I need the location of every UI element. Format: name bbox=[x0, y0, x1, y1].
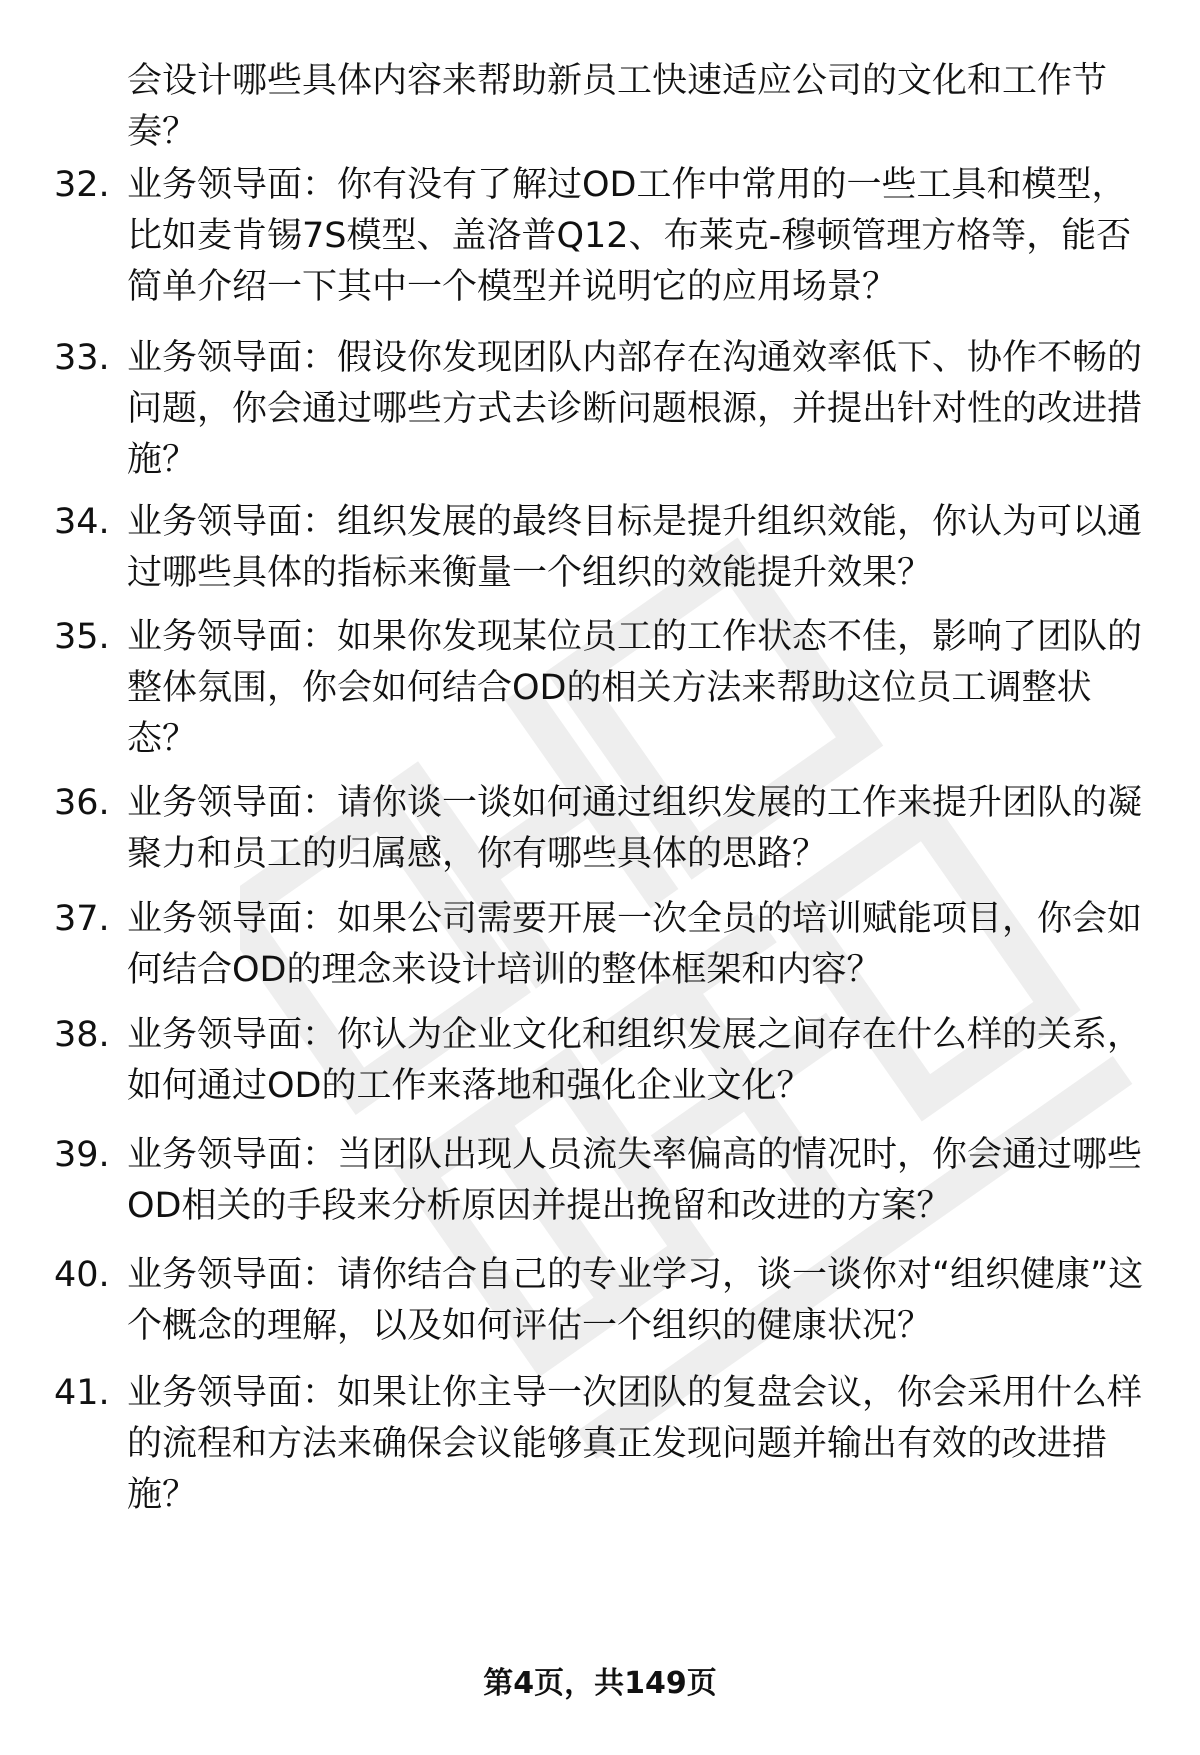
question-number: 37. bbox=[54, 899, 110, 939]
page-footer: 第4页，共149页 bbox=[483, 1666, 717, 1701]
question-number: 34. bbox=[54, 502, 110, 542]
question-number: 32. bbox=[54, 165, 110, 205]
question-number: 40. bbox=[54, 1255, 110, 1295]
question-text: 业务领导面：你认为企业文化和组织发展之间存在什么样的关系，如何通过OD的工作来落地和强化企业文化？ bbox=[127, 1015, 1143, 1106]
continuation-text: 会设计哪些具体内容来帮助新员工快速适应公司的文化和工作节奏？ bbox=[127, 61, 1108, 152]
question-text: 业务领导面：组织发展的最终目标是提升组织效能，你认为可以通过哪些具体的指标来衡量一个组织的效能提升效果？ bbox=[127, 502, 1143, 593]
question-number: 35. bbox=[54, 617, 110, 657]
question-number: 39. bbox=[54, 1135, 110, 1175]
question-number: 38. bbox=[54, 1015, 110, 1055]
question-text: 业务领导面：如果让你主导一次团队的复盘会议，你会采用什么样的流程和方法来确保会议能够真正发现问题并输出有效的改进措施？ bbox=[127, 1373, 1143, 1515]
question-text: 业务领导面：当团队出现人员流失率偏高的情况时，你会通过哪些OD相关的手段来分析原因并提出挽留和改进的方案？ bbox=[127, 1135, 1143, 1226]
question-number: 33. bbox=[54, 338, 110, 378]
question-text: 业务领导面：你有没有了解过OD工作中常用的一些工具和模型，比如麦肯锡7S模型、盖洛普Q12、布莱克-穆顿管理方格等，能否简单介绍一下其中一个模型并说明它的应用场景？ bbox=[127, 165, 1132, 307]
question-text: 业务领导面：如果公司需要开展一次全员的培训赋能项目，你会如何结合OD的理念来设计培训的整体框架和内容？ bbox=[127, 899, 1143, 990]
question-text: 业务领导面：请你谈一谈如何通过组织发展的工作来提升团队的凝聚力和员工的归属感，你有哪些具体的思路？ bbox=[127, 783, 1143, 874]
question-number: 36. bbox=[54, 783, 110, 823]
question-text: 业务领导面：假设你发现团队内部存在沟通效率低下、协作不畅的问题，你会通过哪些方式去诊断问题根源，并提出针对性的改进措施？ bbox=[127, 338, 1143, 480]
question-number: 41. bbox=[54, 1373, 110, 1413]
question-text: 业务领导面：如果你发现某位员工的工作状态不佳，影响了团队的整体氛围，你会如何结合OD的相关方法来帮助这位员工调整状态？ bbox=[127, 617, 1143, 759]
question-text: 业务领导面：请你结合自己的专业学习，谈一谈你对“组织健康”这个概念的理解，以及如何评估一个组织的健康状况？ bbox=[127, 1255, 1144, 1346]
